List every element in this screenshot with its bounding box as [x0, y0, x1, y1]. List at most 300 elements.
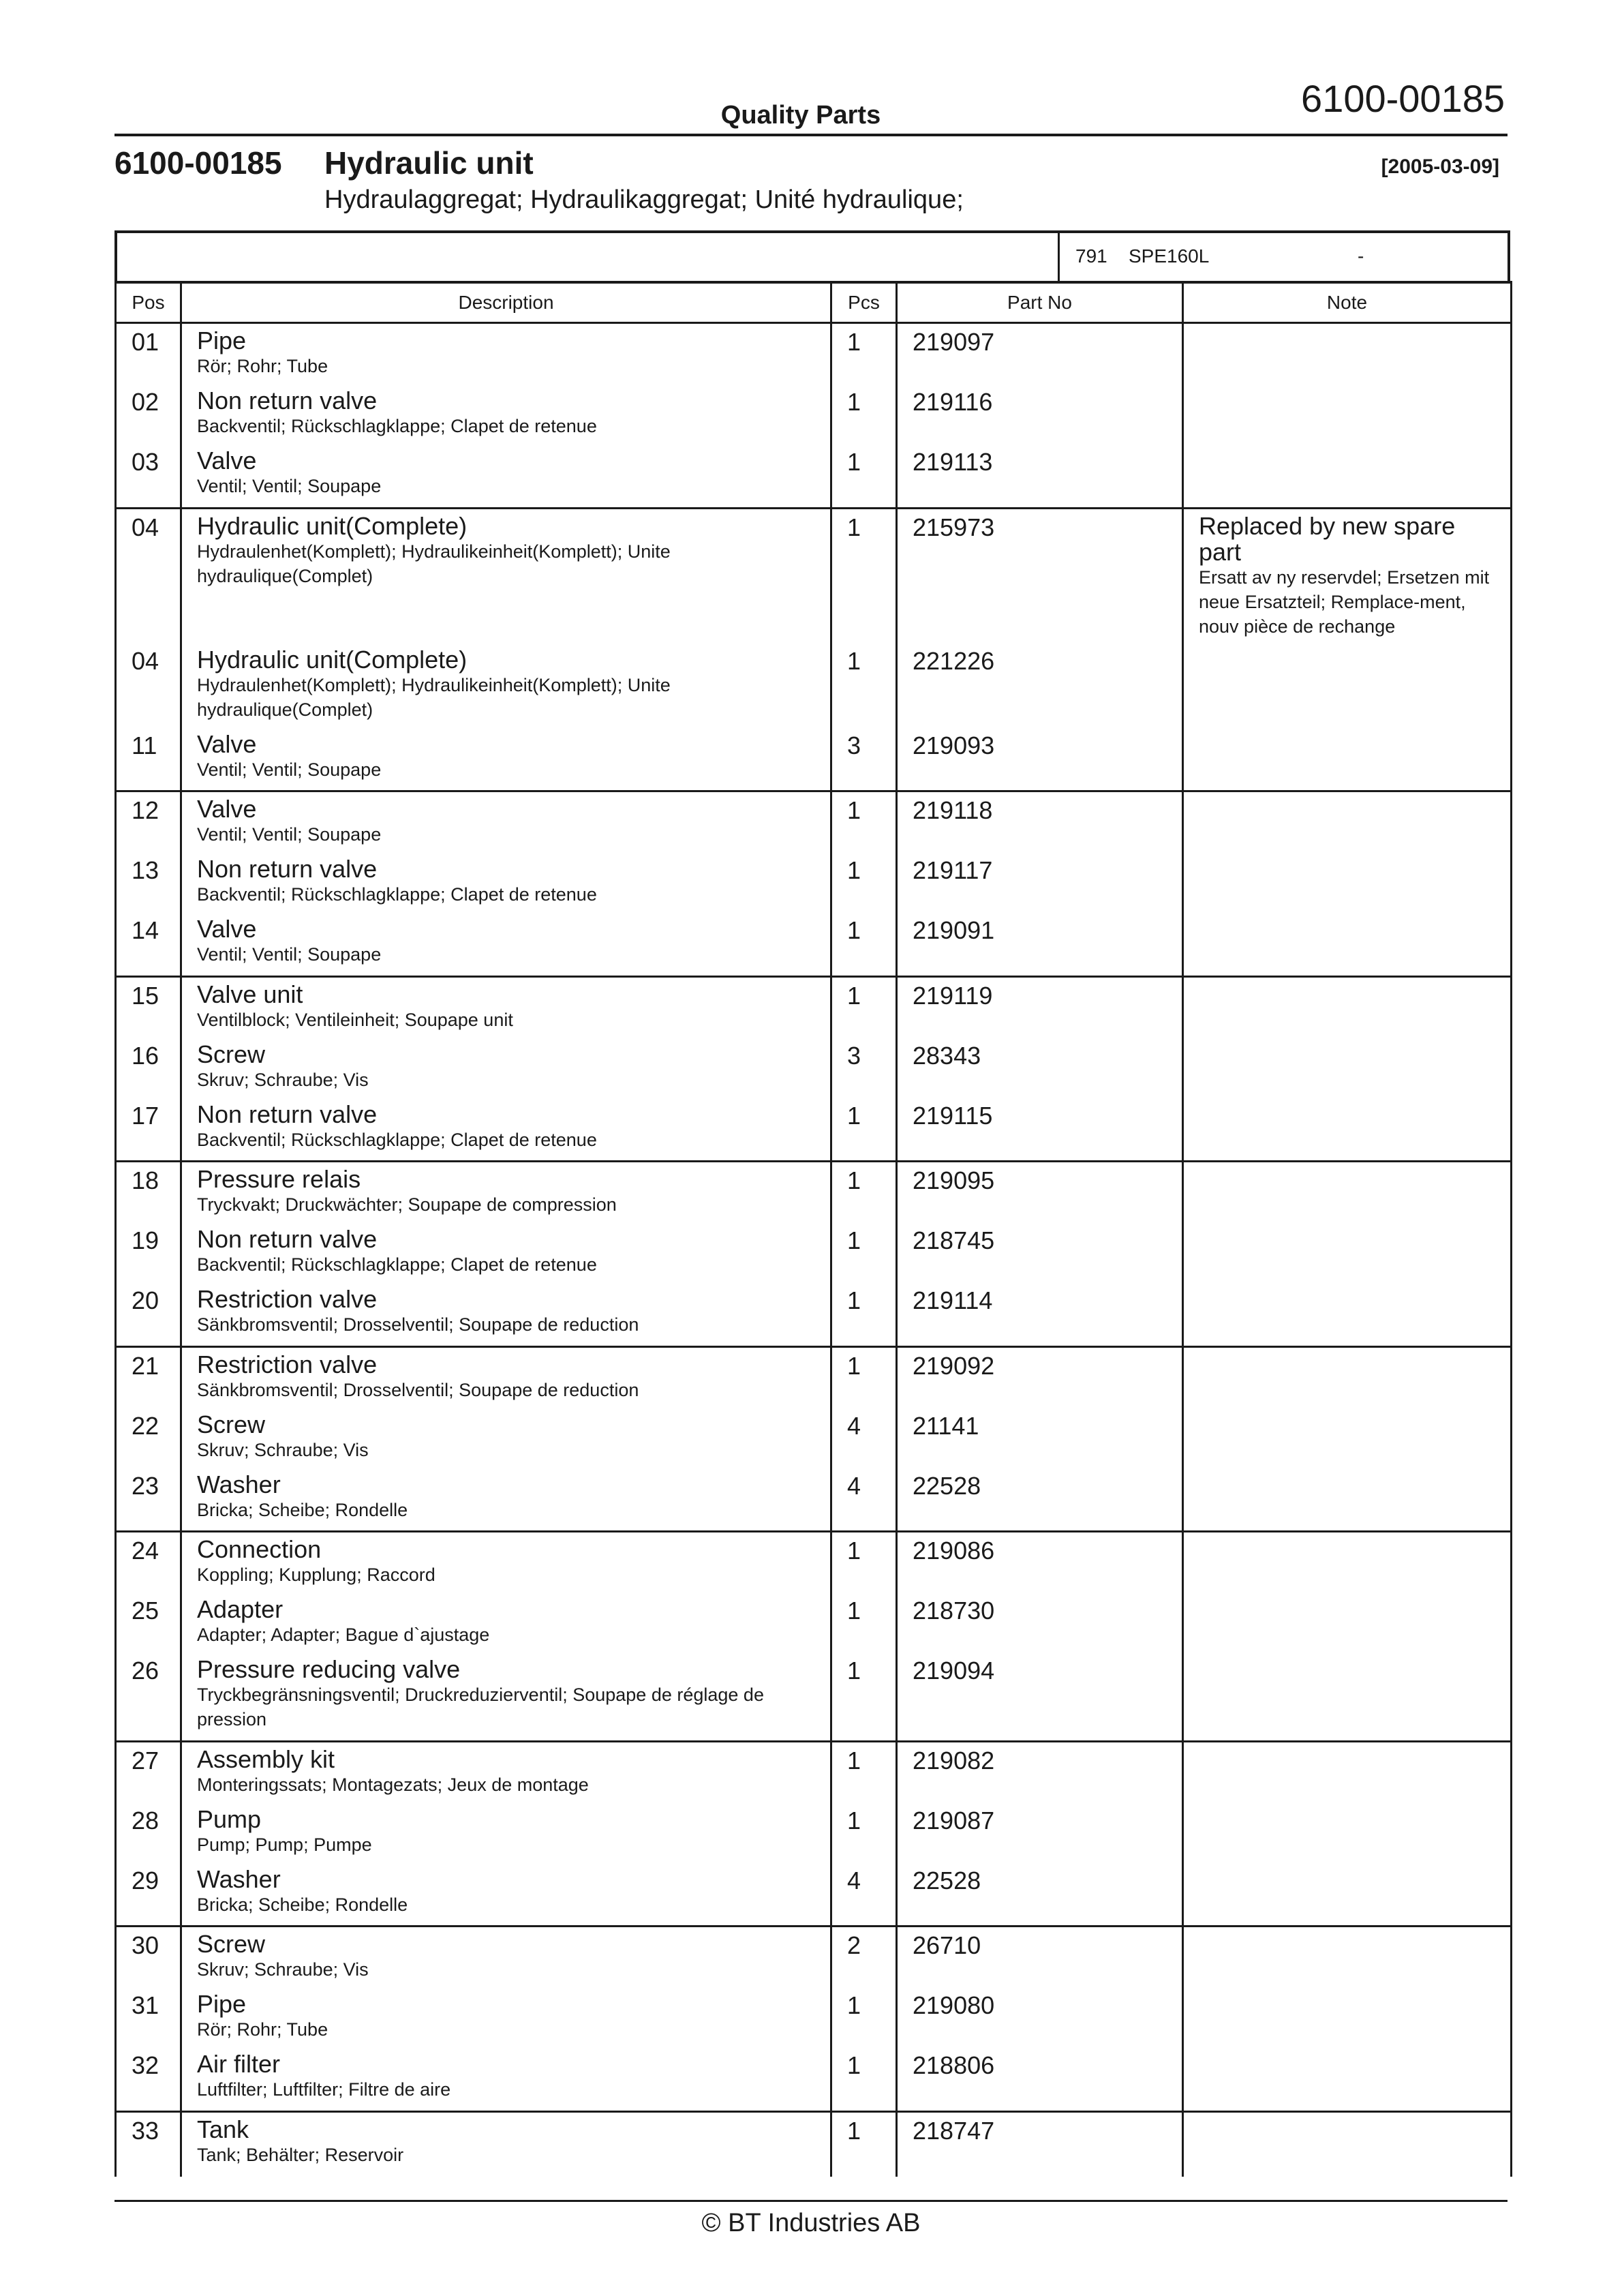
part-translations: Ventil; Ventil; Soupape — [197, 944, 382, 965]
spacer-cell — [1183, 976, 1512, 982]
pcs-cell: 1 — [831, 1166, 897, 1226]
part-name: Pump — [197, 1804, 262, 1833]
description-cell — [181, 388, 831, 448]
part-translations: Backventil; Rückschlagklappe; Clapet de retenue — [197, 416, 597, 436]
part-name: Valve — [197, 915, 257, 943]
part-number-cell: 219118 — [897, 796, 1183, 856]
parts-group — [116, 508, 1512, 791]
spacer-cell — [897, 1162, 1183, 1167]
part-name: Screw — [197, 1410, 266, 1438]
part-number-cell: 219097 — [897, 328, 1183, 388]
part-name: Hydraulic unit(Complete) — [197, 645, 468, 674]
pos-cell: 19 — [116, 1226, 181, 1286]
pos-cell: 18 — [116, 1166, 181, 1226]
part-name: Restriction valve — [197, 1350, 378, 1378]
model-number: 791 — [1075, 245, 1107, 267]
pos-cell: 11 — [116, 731, 181, 791]
title-translations: Hydraulaggregat; Hydraulikaggregat; Unité hydraulique; — [324, 185, 964, 214]
pcs-cell: 1 — [831, 328, 897, 388]
description-cell — [181, 647, 831, 731]
spacer-cell — [181, 2111, 831, 2117]
spacer-cell — [897, 1532, 1183, 1537]
pcs-cell: 1 — [831, 982, 897, 1042]
pcs-cell: 1 — [831, 1226, 897, 1286]
part-translations: Pump; Pump; Pumpe — [197, 1834, 372, 1855]
part-number-cell: 219087 — [897, 1807, 1183, 1867]
spacer-cell — [1183, 1346, 1512, 1352]
spacer-cell — [897, 2111, 1183, 2117]
description-cell — [181, 731, 831, 791]
spacer-cell — [897, 976, 1183, 982]
description-cell — [181, 1657, 831, 1741]
pos-cell: 15 — [116, 982, 181, 1042]
assembly-code: 6100-00185 — [114, 145, 282, 181]
spacer-cell — [1183, 1162, 1512, 1167]
part-name: Screw — [197, 1930, 266, 1958]
part-name: Assembly kit — [197, 1744, 335, 1773]
note-cell — [1183, 513, 1512, 647]
part-number-cell: 221226 — [897, 647, 1183, 731]
pcs-cell: 3 — [831, 1042, 897, 1102]
description-cell — [181, 448, 831, 508]
table-row — [116, 1537, 1512, 1597]
footer-divider — [114, 2200, 1508, 2202]
part-number-cell: 219115 — [897, 1102, 1183, 1162]
part-number-cell: 26710 — [897, 1931, 1183, 1991]
description-cell — [181, 796, 831, 856]
table-row — [116, 388, 1512, 448]
note-text: Replaced by new spare part — [1199, 511, 1456, 566]
part-name: Air filter — [197, 2050, 281, 2078]
description-cell — [181, 513, 831, 647]
note-cell — [1183, 1867, 1512, 1927]
spacer-cell — [831, 508, 897, 513]
group-spacer — [116, 1532, 1512, 1537]
part-name: Screw — [197, 1040, 266, 1068]
note-cell — [1183, 1597, 1512, 1657]
model-range: - — [1358, 245, 1364, 267]
part-name: Non return valve — [197, 1225, 378, 1253]
part-name: Non return valve — [197, 1100, 378, 1128]
part-number-cell: 22528 — [897, 1472, 1183, 1532]
part-name: Washer — [197, 1470, 281, 1498]
column-header-note: Note — [1183, 282, 1512, 323]
column-header-pcs: Pcs — [831, 282, 897, 323]
table-row — [116, 448, 1512, 508]
column-header-pos: Pos — [116, 282, 181, 323]
spacer-cell — [831, 1927, 897, 1932]
pos-cell: 17 — [116, 1102, 181, 1162]
table-row — [116, 328, 1512, 388]
model-divider — [1058, 233, 1060, 284]
part-translations: Sänkbromsventil; Drosselventil; Soupape de reduction — [197, 1314, 639, 1335]
note-cell — [1183, 1166, 1512, 1226]
spacer-cell — [1183, 323, 1512, 329]
pcs-cell: 1 — [831, 1102, 897, 1162]
description-cell — [181, 328, 831, 388]
note-cell — [1183, 1226, 1512, 1286]
note-cell — [1183, 2117, 1512, 2177]
part-number-cell: 219093 — [897, 731, 1183, 791]
pos-cell: 22 — [116, 1412, 181, 1472]
pos-cell: 29 — [116, 1867, 181, 1927]
part-number-cell: 218747 — [897, 2117, 1183, 2177]
description-cell — [181, 1744, 831, 1807]
part-translations: Sänkbromsventil; Drosselventil; Soupape de reduction — [197, 1379, 639, 1400]
table-row — [116, 1747, 1512, 1807]
spacer-cell — [831, 1346, 897, 1352]
part-translations: Adapter; Adapter; Bague d`ajustage — [197, 1625, 490, 1645]
spacer-cell — [831, 1162, 897, 1167]
description-cell — [181, 1537, 831, 1597]
note-cell — [1183, 1991, 1512, 2051]
pcs-cell: 1 — [831, 647, 897, 731]
pcs-cell: 1 — [831, 513, 897, 647]
pos-cell: 33 — [116, 2117, 181, 2177]
description-cell — [181, 916, 831, 976]
spacer-cell — [831, 1741, 897, 1747]
spacer-cell — [897, 1741, 1183, 1747]
part-number-cell: 219082 — [897, 1747, 1183, 1807]
note-cell — [1183, 647, 1512, 731]
pcs-cell: 1 — [831, 2051, 897, 2111]
part-number-cell: 219113 — [897, 448, 1183, 508]
table-row — [116, 1102, 1512, 1162]
pcs-cell: 3 — [831, 731, 897, 791]
part-translations: Tryckbegränsningsventil; Druckreduzierventil; Soupape de réglage de pression — [197, 1685, 764, 1729]
part-number-cell: 219095 — [897, 1166, 1183, 1226]
table-row — [116, 916, 1512, 976]
pcs-cell: 1 — [831, 1747, 897, 1807]
part-name: Pressure reducing valve — [197, 1655, 461, 1683]
note-cell — [1183, 448, 1512, 508]
part-name: Pressure relais — [197, 1165, 361, 1193]
pcs-cell: 1 — [831, 916, 897, 976]
note-cell — [1183, 2051, 1512, 2111]
description-cell — [181, 1597, 831, 1657]
table-row — [116, 796, 1512, 856]
part-translations: Skruv; Schraube; Vis — [197, 1959, 369, 1980]
parts-group — [116, 323, 1512, 509]
spacer-cell — [897, 508, 1183, 513]
pos-cell: 04 — [116, 647, 181, 731]
part-number-cell: 219092 — [897, 1352, 1183, 1412]
description-cell — [181, 982, 831, 1042]
part-translations: Monteringssats; Montagezats; Jeux de montage — [197, 1774, 589, 1795]
pos-cell: 23 — [116, 1472, 181, 1532]
pos-cell: 28 — [116, 1807, 181, 1867]
spacer-cell — [1183, 791, 1512, 797]
note-cell — [1183, 1042, 1512, 1102]
note-cell — [1183, 796, 1512, 856]
pos-cell: 20 — [116, 1286, 181, 1346]
part-name: Valve — [197, 447, 257, 474]
pos-cell: 04 — [116, 513, 181, 647]
pos-cell: 02 — [116, 388, 181, 448]
spacer-cell — [116, 1162, 181, 1167]
part-translations: Backventil; Rückschlagklappe; Clapet de retenue — [197, 1254, 597, 1275]
pcs-cell: 1 — [831, 796, 897, 856]
pos-cell: 21 — [116, 1352, 181, 1412]
pos-cell: 26 — [116, 1657, 181, 1741]
pos-cell: 25 — [116, 1597, 181, 1657]
pcs-cell: 1 — [831, 1597, 897, 1657]
note-cell — [1183, 1412, 1512, 1472]
table-row — [116, 647, 1512, 731]
spacer-cell — [897, 1927, 1183, 1932]
pos-cell: 30 — [116, 1931, 181, 1991]
part-translations: Tryckvakt; Druckwächter; Soupape de compression — [197, 1194, 617, 1215]
spacer-cell — [181, 791, 831, 797]
table-row — [116, 1597, 1512, 1657]
parts-group — [116, 1346, 1512, 1532]
note-cell — [1183, 856, 1512, 916]
part-number-cell: 219116 — [897, 388, 1183, 448]
spacer-cell — [116, 1927, 181, 1932]
table-row — [116, 1991, 1512, 2051]
spacer-cell — [1183, 2111, 1512, 2117]
pos-cell: 12 — [116, 796, 181, 856]
part-name: Washer — [197, 1864, 281, 1893]
part-translations: Rör; Rohr; Tube — [197, 2019, 328, 2040]
pcs-cell: 4 — [831, 1472, 897, 1532]
note-cell — [1183, 1352, 1512, 1412]
part-name: Non return valve — [197, 855, 378, 883]
description-cell — [181, 1864, 831, 1927]
spacer-cell — [831, 976, 897, 982]
pos-cell: 16 — [116, 1042, 181, 1102]
pcs-cell: 4 — [831, 1412, 897, 1472]
header-divider — [114, 134, 1508, 136]
group-spacer — [116, 1927, 1512, 1932]
model-box — [114, 230, 1510, 284]
note-cell — [1183, 1657, 1512, 1741]
pcs-cell: 1 — [831, 448, 897, 508]
part-name: Non return valve — [197, 387, 378, 414]
part-translations: Skruv; Schraube; Vis — [197, 1069, 369, 1090]
part-translations: Ventil; Ventil; Soupape — [197, 476, 382, 496]
parts-group — [116, 976, 1512, 1162]
note-cell — [1183, 1286, 1512, 1346]
part-translations: Tank; Behälter; Reservoir — [197, 2144, 404, 2165]
spacer-cell — [116, 1532, 181, 1537]
page-title: Hydraulic unit — [324, 145, 534, 181]
note-cell — [1183, 916, 1512, 976]
description-cell — [181, 1042, 831, 1102]
part-number-cell: 219114 — [897, 1286, 1183, 1346]
description-cell — [181, 1931, 831, 1991]
column-header-part-no: Part No — [897, 282, 1183, 323]
spacer-cell — [897, 1346, 1183, 1352]
part-number-cell: 218730 — [897, 1597, 1183, 1657]
note-cell — [1183, 388, 1512, 448]
table-row — [116, 1352, 1512, 1412]
spacer-cell — [116, 323, 181, 329]
group-spacer — [116, 2111, 1512, 2117]
part-translations: Skruv; Schraube; Vis — [197, 1439, 369, 1460]
part-translations: Ventilblock; Ventileinheit; Soupape unit — [197, 1009, 513, 1030]
parts-group — [116, 1532, 1512, 1742]
part-number-cell: 219094 — [897, 1657, 1183, 1741]
part-translations: Luftfilter; Luftfilter; Filtre de aire — [197, 2079, 451, 2100]
note-cell — [1183, 731, 1512, 791]
description-cell — [181, 1166, 831, 1226]
pos-cell: 13 — [116, 856, 181, 916]
note-cell — [1183, 1102, 1512, 1162]
spacer-cell — [116, 1741, 181, 1747]
description-cell — [181, 1991, 831, 2051]
note-cell — [1183, 1807, 1512, 1867]
parts-group — [116, 791, 1512, 977]
section-title: Quality Parts — [720, 101, 881, 130]
spacer-cell — [181, 1927, 831, 1932]
spacer-cell — [116, 976, 181, 982]
note-translations: Ersatt av ny reservdel; Ersetzen mit neue Ersatzteil; Remplace-ment, nouv pièce de rechange — [1199, 567, 1490, 637]
part-translations: Koppling; Kupplung; Raccord — [197, 1565, 435, 1585]
table-header-row — [116, 282, 1512, 323]
table-row — [116, 1042, 1512, 1102]
part-name: Pipe — [197, 1990, 247, 2018]
table-row — [116, 2117, 1512, 2177]
description-cell — [181, 2117, 831, 2177]
group-spacer — [116, 976, 1512, 982]
description-cell — [181, 1804, 831, 1867]
pos-cell: 24 — [116, 1537, 181, 1597]
pcs-cell: 1 — [831, 388, 897, 448]
part-name: Tank — [197, 2115, 249, 2143]
part-translations: Ventil; Ventil; Soupape — [197, 759, 382, 780]
pos-cell: 01 — [116, 328, 181, 388]
pcs-cell: 1 — [831, 1991, 897, 2051]
pcs-cell: 4 — [831, 1867, 897, 1927]
table-row — [116, 513, 1512, 647]
spacer-cell — [116, 791, 181, 797]
spacer-cell — [1183, 1741, 1512, 1747]
description-cell — [181, 1472, 831, 1532]
parts-table — [114, 281, 1512, 2177]
part-name: Valve — [197, 795, 257, 823]
part-translations: Hydraulenhet(Komplett); Hydraulikeinheit(Komplett); Unite hydraulique(Complet) — [197, 541, 671, 586]
pcs-cell: 1 — [831, 2117, 897, 2177]
pos-cell: 32 — [116, 2051, 181, 2111]
pcs-cell: 1 — [831, 1537, 897, 1597]
table-row — [116, 1657, 1512, 1741]
part-number-cell: 218745 — [897, 1226, 1183, 1286]
pcs-cell: 1 — [831, 1657, 897, 1741]
part-name: Pipe — [197, 327, 247, 354]
group-spacer — [116, 791, 1512, 797]
part-name: Hydraulic unit(Complete) — [197, 511, 468, 540]
spacer-cell — [831, 1532, 897, 1537]
description-cell — [181, 1412, 831, 1472]
note-cell — [1183, 1537, 1512, 1597]
part-number-cell: 218806 — [897, 2051, 1183, 2111]
group-spacer — [116, 323, 1512, 329]
spacer-cell — [116, 508, 181, 513]
table-row — [116, 1867, 1512, 1927]
pcs-cell: 1 — [831, 1807, 897, 1867]
pos-cell: 14 — [116, 916, 181, 976]
spacer-cell — [897, 323, 1183, 329]
part-name: Adapter — [197, 1595, 284, 1623]
pcs-cell: 1 — [831, 856, 897, 916]
parts-group — [116, 1162, 1512, 1347]
note-cell — [1183, 1931, 1512, 1991]
description-cell — [181, 1102, 831, 1162]
parts-group — [116, 2111, 1512, 2177]
spacer-cell — [831, 2111, 897, 2117]
part-number-cell: 219086 — [897, 1537, 1183, 1597]
copyright: © BT Industries AB — [701, 2209, 921, 2237]
spacer-cell — [831, 323, 897, 329]
table-row — [116, 1472, 1512, 1532]
model-name: SPE160L — [1129, 245, 1210, 267]
document-number: 6100-00185 — [1301, 77, 1505, 120]
pcs-cell: 1 — [831, 1286, 897, 1346]
part-translations: Backventil; Rückschlagklappe; Clapet de retenue — [197, 1129, 597, 1150]
spacer-cell — [116, 2111, 181, 2117]
parts-group — [116, 1927, 1512, 2112]
part-number-cell: 21141 — [897, 1412, 1183, 1472]
pos-cell: 03 — [116, 448, 181, 508]
pcs-cell: 2 — [831, 1931, 897, 1991]
part-number-cell: 219080 — [897, 1991, 1183, 2051]
description-cell — [181, 1226, 831, 1286]
column-header-description: Description — [181, 282, 831, 323]
part-name: Valve — [197, 729, 257, 758]
part-number-cell: 28343 — [897, 1042, 1183, 1102]
part-translations: Backventil; Rückschlagklappe; Clapet de retenue — [197, 884, 597, 905]
spacer-cell — [181, 323, 831, 329]
table-row — [116, 982, 1512, 1042]
revision-date: [2005-03-09] — [1381, 155, 1499, 178]
part-name: Valve unit — [197, 980, 303, 1008]
description-cell — [181, 2051, 831, 2111]
pcs-cell: 1 — [831, 1352, 897, 1412]
part-number-cell: 22528 — [897, 1867, 1183, 1927]
part-translations: Bricka; Scheibe; Rondelle — [197, 1499, 408, 1520]
table-row — [116, 2051, 1512, 2111]
spacer-cell — [1183, 1532, 1512, 1537]
table-row — [116, 1226, 1512, 1286]
pos-cell: 31 — [116, 1991, 181, 2051]
table-row — [116, 1166, 1512, 1226]
part-name: Connection — [197, 1535, 322, 1563]
description-cell — [181, 856, 831, 916]
table-row — [116, 1931, 1512, 1991]
spacer-cell — [116, 1346, 181, 1352]
part-number-cell: 219117 — [897, 856, 1183, 916]
note-cell — [1183, 1472, 1512, 1532]
pos-cell: 27 — [116, 1747, 181, 1807]
part-name: Restriction valve — [197, 1285, 378, 1313]
spacer-cell — [897, 791, 1183, 797]
spacer-cell — [831, 791, 897, 797]
part-translations: Bricka; Scheibe; Rondelle — [197, 1894, 408, 1915]
part-translations: Ventil; Ventil; Soupape — [197, 824, 382, 845]
part-translations: Hydraulenhet(Komplett); Hydraulikeinheit(Komplett); Unite hydraulique(Complet) — [197, 674, 671, 720]
description-cell — [181, 1286, 831, 1346]
table-row — [116, 731, 1512, 791]
part-number-cell: 219119 — [897, 982, 1183, 1042]
table-row — [116, 1286, 1512, 1346]
part-number-cell: 215973 — [897, 513, 1183, 647]
table-row — [116, 1412, 1512, 1472]
note-cell — [1183, 982, 1512, 1042]
note-cell — [1183, 328, 1512, 388]
spacer-cell — [1183, 1927, 1512, 1932]
part-number-cell: 219091 — [897, 916, 1183, 976]
